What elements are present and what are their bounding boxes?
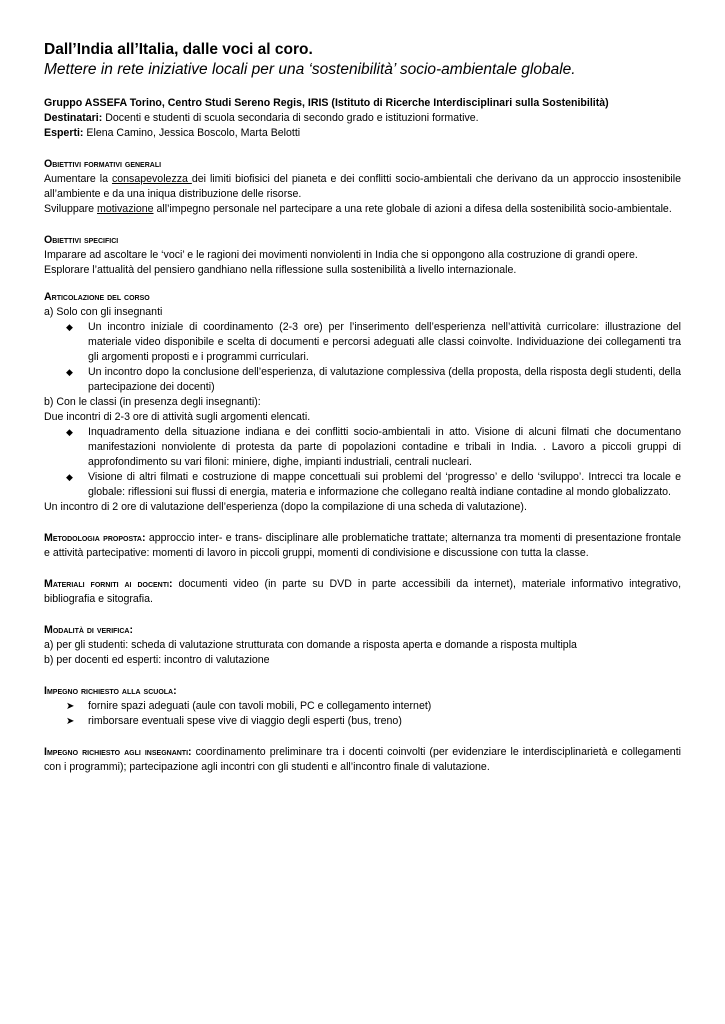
- verifica-b: b) per docenti ed esperti: incontro di valutazione: [44, 654, 270, 666]
- list-item: [66, 699, 681, 714]
- list-item-text: Visione di altri filmati e costruzione di mappe concettuali sui problemi del ‘progresso’ e dello ‘sviluppo’. Intrecci tra locale e globale: riflessioni sui flussi di energia, materia e informazione che collegano realtà indiane contadine al mondo globalizzato.: [88, 471, 681, 498]
- document-page: [44, 40, 681, 775]
- esperti-label: Esperti:: [44, 127, 84, 139]
- articolazione-b-list: [44, 425, 681, 500]
- list-item-text: fornire spazi adeguati (aule con tavoli mobili, PC e collegamento internet): [88, 700, 432, 712]
- section-verifica: [44, 623, 681, 668]
- diamond-bullet-icon: ◆: [66, 322, 73, 332]
- destinatari-label: Destinatari:: [44, 112, 103, 124]
- section-impegno-insegnanti: [44, 745, 681, 775]
- group-line: Gruppo ASSEFA Torino, Centro Studi Sereno Regis, IRIS (Istituto di Ricerche Interdisciplinari sulla Sostenibilità): [44, 97, 609, 109]
- obiettivi-generali-p1-underlined: consapevolezza: [111, 173, 192, 185]
- articolazione-heading: Articolazione del corso: [44, 291, 150, 303]
- impegno-insegnanti-label: Impegno richiesto agli insegnanti:: [44, 746, 192, 758]
- esperti-line: [44, 126, 681, 141]
- list-item-text: Un incontro iniziale di coordinamento (2-3 ore) per l’inserimento dell’esperienza nell’attività curricolare: illustrazione del materiale video disponibile e scelta di documenti e percorsi adeguati alle classi coinvolte. Individuazione dei collegamenti tra gli argomenti proposti e i programmi curriculari.: [88, 321, 681, 363]
- section-materiali: [44, 577, 681, 607]
- arrow-bullet-icon: ➤: [66, 701, 75, 712]
- section-impegno-scuola: [44, 684, 681, 729]
- impegno-insegnanti-paragraph: [44, 745, 681, 775]
- impegno-scuola-heading: Impegno richiesto alla scuola:: [44, 685, 177, 697]
- articolazione-closing: Un incontro di 2 ore di valutazione dell’esperienza (dopo la compilazione di una scheda di valutazione).: [44, 501, 527, 513]
- obiettivi-specifici-p1: Imparare ad ascoltare le ‘voci’ e le ragioni dei movimenti nonviolenti in India che si oppongono alla costruzione di grandi opere.: [44, 249, 638, 261]
- obiettivi-generali-p1: [44, 172, 681, 202]
- obiettivi-generali-heading: Obiettivi formativi generali: [44, 158, 162, 170]
- obiettivi-specifici-p2: Esplorare l’attualità del pensiero gandhiano nella riflessione sulla sostenibilità a livello internazionale.: [44, 264, 517, 276]
- diamond-bullet-icon: ◆: [66, 427, 73, 437]
- list-item: [66, 365, 681, 395]
- metodologia-paragraph: [44, 531, 681, 561]
- document-subtitle: Mettere in rete iniziative locali per una ‘sostenibilità’ socio-ambientale globale.: [44, 61, 576, 78]
- destinatari-line: [44, 111, 681, 126]
- obiettivi-specifici-heading: Obiettivi specifici: [44, 234, 119, 246]
- section-metodologia: [44, 531, 681, 561]
- section-obiettivi-generali: [44, 157, 681, 217]
- articolazione-b-intro: Due incontri di 2-3 ore di attività sugli argomenti elencati.: [44, 411, 311, 423]
- list-item-text: rimborsare eventuali spese vive di viaggio degli esperti (bus, treno): [88, 715, 402, 727]
- obiettivi-generali-p1-pre: Aumentare la: [44, 173, 112, 185]
- articolazione-b-label: b) Con le classi (in presenza degli insegnanti):: [44, 396, 261, 408]
- document-title: Dall’India all’Italia, dalle voci al coro.: [44, 41, 313, 58]
- obiettivi-generali-p2-pre: Sviluppare: [44, 203, 97, 215]
- list-item-text: Un incontro dopo la conclusione dell’esperienza, di valutazione complessiva (della proposta, della risposta degli studenti, della partecipazione dei docenti): [88, 366, 681, 393]
- diamond-bullet-icon: ◆: [66, 472, 73, 482]
- obiettivi-generali-p2-underlined: motivazione: [97, 203, 154, 215]
- materiali-label: Materiali forniti ai docenti:: [44, 578, 173, 590]
- obiettivi-generali-p1-post: dei limiti biofisici del pianeta e dei conflitti socio-ambientali che derivano da un approccio insostenibile all’ambiente e da una iniqua distribuzione delle risorse.: [44, 173, 682, 200]
- esperti-text: Elena Camino, Jessica Boscolo, Marta Belotti: [83, 127, 301, 139]
- section-obiettivi-specifici: [44, 233, 681, 278]
- verifica-heading: Modalità di verifica:: [44, 624, 134, 636]
- destinatari-text: Docenti e studenti di scuola secondaria di secondo grado e istituzioni formative.: [102, 112, 479, 124]
- obiettivi-generali-p2: [44, 202, 681, 217]
- list-item: [66, 425, 681, 470]
- materiali-text: documenti video (in parte su DVD in parte accessibili da internet), materiale informativo integrativo, bibliografia e sitografia.: [44, 578, 682, 605]
- list-item: [66, 470, 681, 500]
- articolazione-a-list: [44, 320, 681, 395]
- verifica-a: a) per gli studenti: scheda di valutazione strutturata con domande a risposta aperta e domande a risposta multipla: [44, 639, 577, 651]
- arrow-bullet-icon: ➤: [66, 716, 75, 727]
- articolazione-a-label: a) Solo con gli insegnanti: [44, 306, 163, 318]
- impegno-scuola-list: [44, 699, 681, 729]
- impegno-insegnanti-text: coordinamento preliminare tra i docenti coinvolti (per evidenziare le interdisciplinarietà e collegamenti con i programmi); partecipazione agli incontri con gli studenti e all’incontro finale di valutazione.: [44, 746, 681, 773]
- materiali-paragraph: [44, 577, 681, 607]
- metodologia-label: Metodologia proposta:: [44, 532, 146, 544]
- list-item: [66, 320, 681, 365]
- obiettivi-generali-p2-post: all’impegno personale nel partecipare a una rete globale di azioni a difesa della sostenibilità socio-ambientale.: [153, 203, 672, 215]
- list-item-text: Inquadramento della situazione indiana e dei conflitti socio-ambientali in atto. Visione di alcuni filmati che documentano manifestazioni nonviolente di protesta da parte di popolazioni contadine e tribali in India. . Lavoro a piccoli gruppi di approfondimento su vari filoni: miniere, dighe, impianti industriali, centrali nucleari.: [88, 426, 681, 468]
- section-articolazione: [44, 290, 681, 515]
- diamond-bullet-icon: ◆: [66, 367, 73, 377]
- metodologia-text: approccio inter- e trans- disciplinare alle problematiche trattate; alternanza tra momenti di presentazione frontale e attività partecipative: momenti di lavoro in piccoli gruppi, momenti di condivisione e discussione con tutta la classe.: [44, 532, 681, 559]
- list-item: [66, 714, 681, 729]
